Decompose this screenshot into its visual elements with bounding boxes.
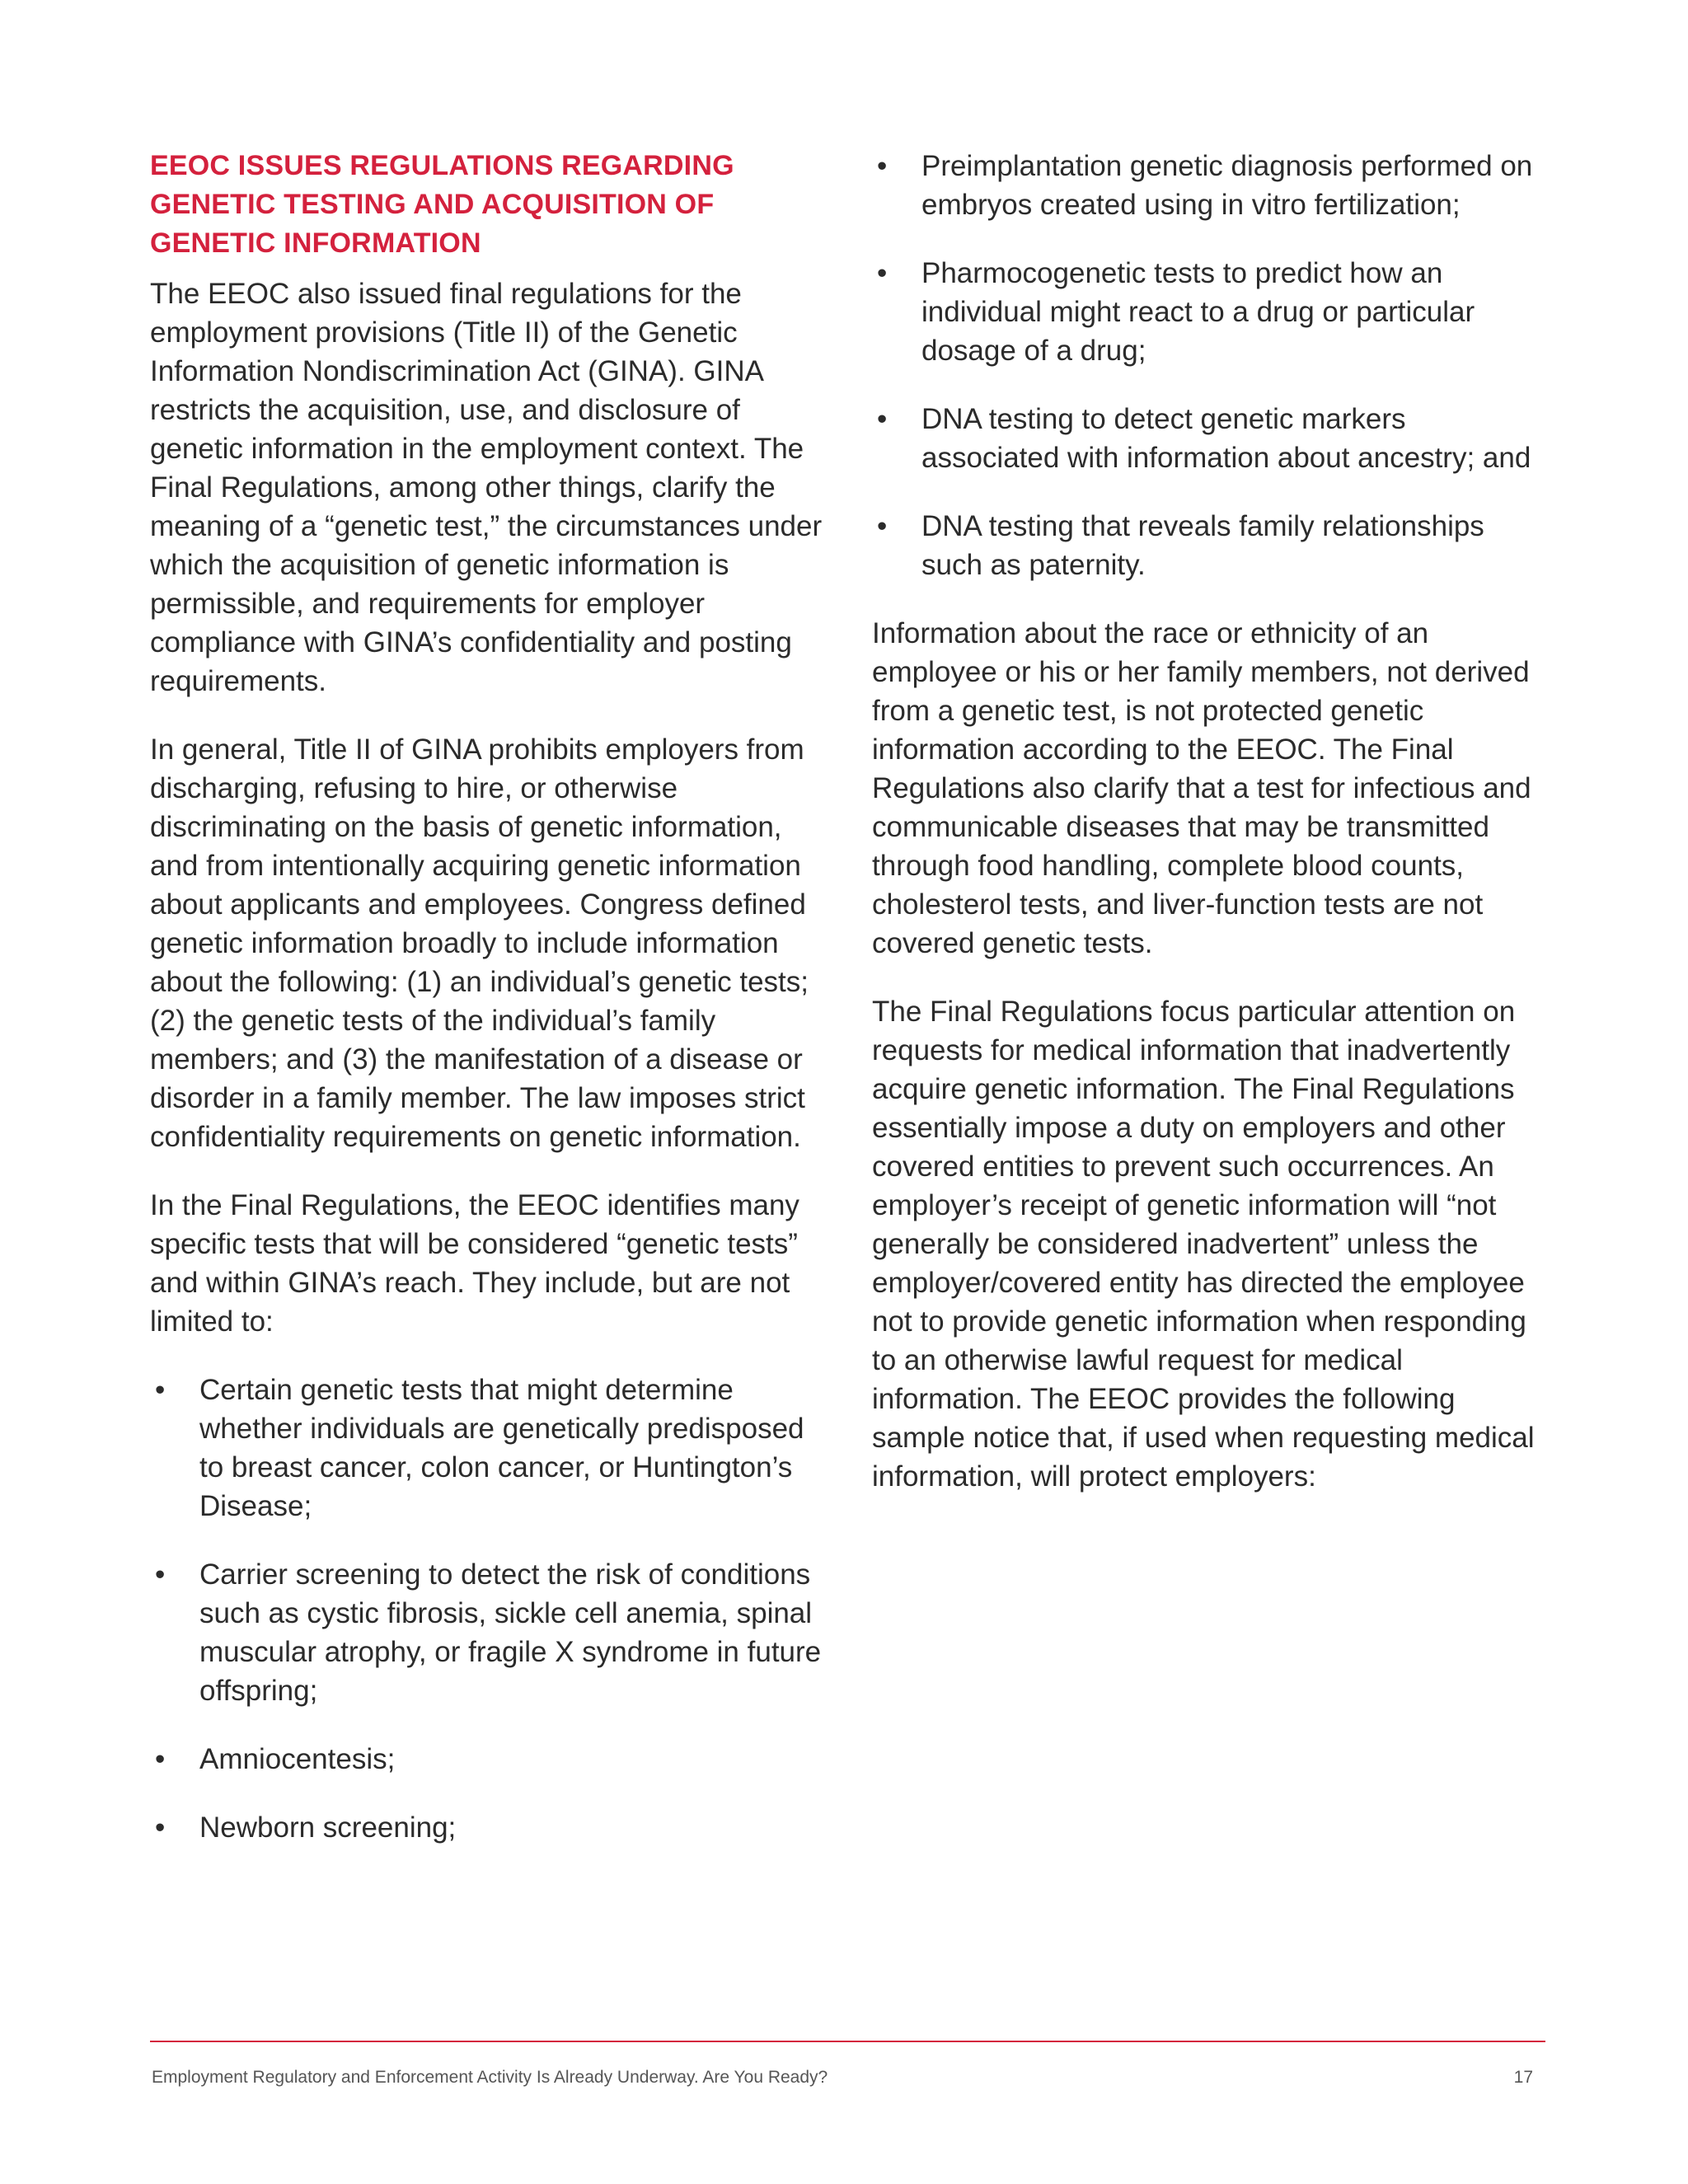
list-item-text: Carrier screening to detect the risk of conditions such as cystic fibrosis, sickle cell anemia, spinal muscular atrophy, or fragile X syndrome in future offspring; — [199, 1558, 822, 1707]
list-item-text: Preimplantation genetic diagnosis performed on embryos created using in vitro fertilization; — [921, 150, 1533, 221]
page-number: 17 — [1513, 2068, 1533, 2087]
bullet-icon: • — [877, 150, 888, 182]
bullet-icon: • — [155, 1558, 166, 1591]
list-item — [872, 147, 1548, 224]
bullet-icon: • — [155, 1374, 166, 1406]
inadvertent-acquisition-paragraph: The Final Regulations focus particular attention on requests for medical information that inadvertently acquire genetic information. The Final Regulations essentially impose a duty on employers and other covered entities to prevent such occurrences. An employer’s receipt of genetic information will “not generally be considered inadvertent” unless the employer/covered entity has directed the employee not to provide genetic information when responding to an otherwise lawful request for medical information. The EEOC provides the following sample notice that, if used when requesting medical information, will protect employers: — [872, 996, 1535, 1493]
left-column — [150, 147, 826, 1877]
footer-divider — [150, 2041, 1545, 2042]
intro-paragraph: The EEOC also issued final regulations for the employment provisions (Title II) of the Genetic Information Nondiscrimination Act (GINA). GINA restricts the acquisition, use, and disclosure of genetic information in the employment context. The Final Regulations, among other things, clarify the meaning of a “genetic test,” the circumstances under which the acquisition of genetic information is permissible, and requirements for employer compliance with GINA’s confidentiality and posting requirements. — [150, 278, 823, 697]
list-item — [150, 1740, 826, 1779]
genetic-tests-paragraph: In the Final Regulations, the EEOC identifies many specific tests that will be considered “genetic tests” and within GINA’s reach. They include, but are not limited to: — [150, 1189, 799, 1338]
list-item — [872, 400, 1548, 477]
right-bullet-list — [872, 147, 1548, 584]
list-item — [150, 1555, 826, 1710]
bullet-icon: • — [877, 257, 888, 289]
list-item — [150, 1808, 826, 1847]
list-item — [872, 254, 1548, 370]
bullet-icon: • — [155, 1743, 166, 1775]
bullet-icon: • — [877, 403, 888, 435]
list-item-text: Certain genetic tests that might determine whether individuals are genetically predisposed to breast cancer, colon cancer, or Huntington’s Disease; — [199, 1374, 804, 1522]
bullet-icon: • — [877, 510, 888, 542]
list-item-text: Amniocentesis; — [199, 1743, 396, 1775]
left-bullet-list — [150, 1371, 826, 1847]
list-item-text: DNA testing that reveals family relationships such as paternity. — [921, 510, 1484, 581]
title-ii-paragraph: In general, Title II of GINA prohibits employers from discharging, refusing to hire, or otherwise discriminating on the basis of genetic information, and from intentionally acquiring genetic information about applicants and employees. Congress defined genetic information broadly to include information about the following: (1) an individual’s genetic tests; (2) the genetic tests of the individual’s family members; and (3) the manifestation of a disease or disorder in a family member. The law imposes strict confidentiality requirements on genetic information. — [150, 733, 809, 1153]
list-item — [150, 1371, 826, 1526]
right-column — [872, 147, 1548, 1526]
footer-title: Employment Regulatory and Enforcement Activity Is Already Underway. Are You Ready? — [152, 2068, 828, 2087]
list-item-text: Pharmocogenetic tests to predict how an individual might react to a drug or particular dosage of a drug; — [921, 257, 1475, 367]
list-item-text: Newborn screening; — [199, 1811, 457, 1844]
bullet-icon: • — [155, 1811, 166, 1844]
race-ethnicity-paragraph: Information about the race or ethnicity of an employee or his or her family members, not derived from a genetic test, is not protected genetic information according to the EEOC. The Final Regulations also clarify that a test for infectious and communicable diseases that may be transmitted through food handling, complete blood counts, cholesterol tests, and liver-function tests are not covered genetic tests. — [872, 617, 1531, 959]
section-heading: EEOC ISSUES REGULATIONS REGARDING GENETIC TESTING AND ACQUISITION OF GENETIC INFORMATION — [150, 150, 734, 259]
list-item — [872, 507, 1548, 584]
list-item-text: DNA testing to detect genetic markers associated with information about ancestry; and — [921, 403, 1531, 474]
